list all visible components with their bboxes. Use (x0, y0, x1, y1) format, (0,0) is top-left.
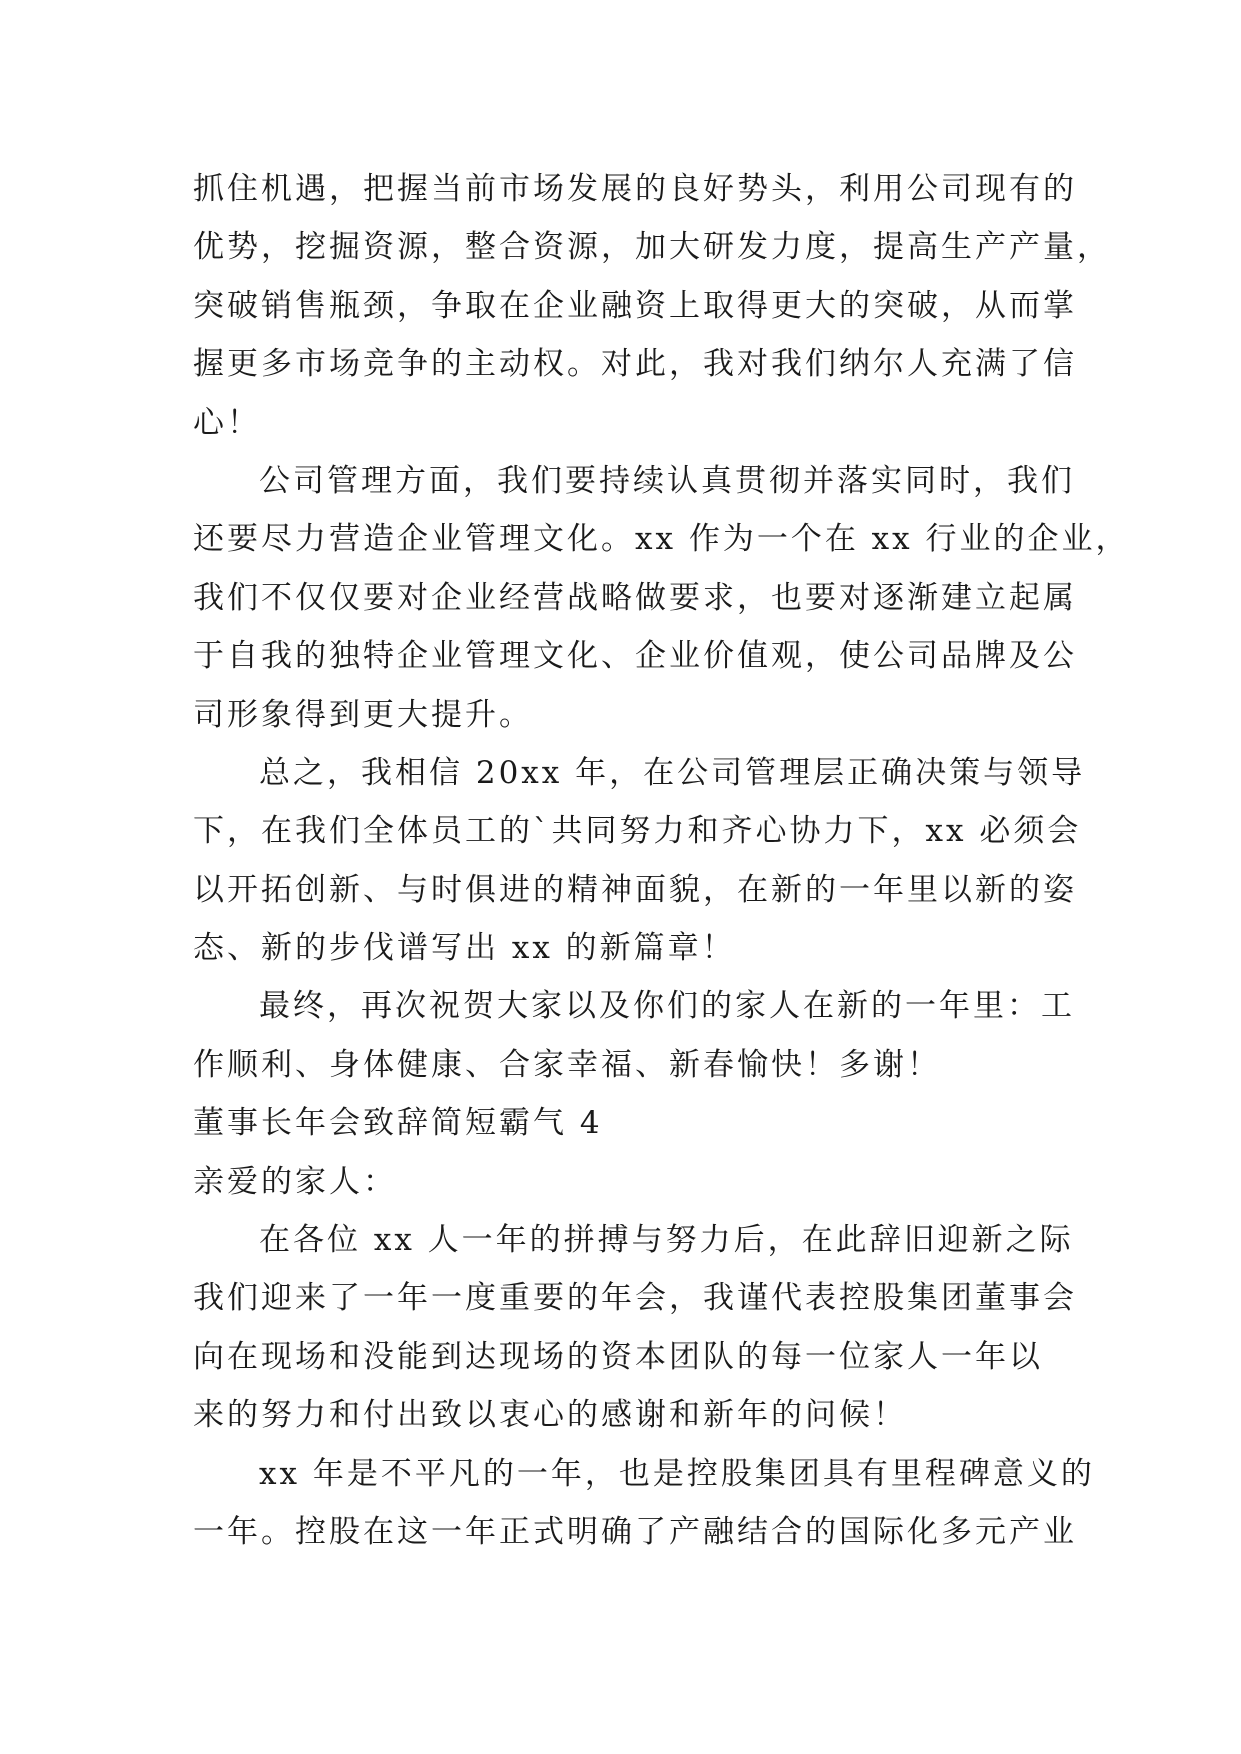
paragraph-start-line: 在各位 xx 人一年的拼搏与努力后，在此辞旧迎新之际 (259, 1222, 1074, 1259)
text-line: 向在现场和没能到达现场的资本团队的每一位家人一年以 (193, 1338, 1043, 1375)
text-line: 抓住机遇，把握当前市场发展的良好势头，利用公司现有的 (193, 171, 1077, 207)
text-line: 一年。控股在这一年正式明确了产融结合的国际化多元产业 (193, 1513, 1077, 1550)
text-line: 优势，挖掘资源，整合资源，加大研发力度，提高生产产量， (193, 229, 1111, 266)
text-line: 态、新的步伐谱写出 xx 的新篇章！ (193, 930, 736, 967)
paragraph-start-line: 总之，我相信 20xx 年，在公司管理层正确决策与领导 (259, 754, 1086, 791)
paragraph-start-line: 公司管理方面，我们要持续认真贯彻并落实同时，我们 (259, 462, 1075, 499)
text-line: 于自我的独特企业管理文化、企业价值观，使公司品牌及公 (193, 638, 1077, 675)
text-line: 突破销售瓶颈，争取在企业融资上取得更大的突破，从而掌 (193, 287, 1077, 324)
text-line: 还要尽力营造企业管理文化。xx 作为一个在 xx 行业的企业， (193, 521, 1130, 558)
text-line: 我们不仅仅要对企业经营战略做要求，也要对逐渐建立起属 (193, 579, 1077, 616)
text-line: 握更多市场竞争的主动权。对此，我对我们纳尔人充满了信 (193, 346, 1077, 383)
document-body (193, 160, 1130, 1561)
paragraph-start-line: xx 年是不平凡的一年，也是控股集团具有里程碑意义的 (259, 1455, 1095, 1492)
section-heading: 董事长年会致辞简短霸气 4 (193, 1105, 603, 1142)
text-line: 作顺利、身体健康、合家幸福、新春愉快！多谢！ (193, 1046, 941, 1083)
text-line: 司形象得到更大提升。 (193, 696, 533, 733)
text-line: 来的努力和付出致以衷心的感谢和新年的问候！ (193, 1397, 907, 1434)
paragraph-start-line: 最终，再次祝贺大家以及你们的家人在新的一年里：工 (259, 988, 1075, 1025)
salutation: 亲爱的家人： (193, 1163, 397, 1200)
text-line: 下，在我们全体员工的`共同努力和齐心协力下，xx 必须会 (193, 813, 1082, 850)
text-line: 心！ (193, 404, 261, 441)
text-line: 以开拓创新、与时俱进的精神面貌，在新的一年里以新的姿 (193, 871, 1077, 908)
text-line: 我们迎来了一年一度重要的年会，我谨代表控股集团董事会 (193, 1280, 1077, 1317)
